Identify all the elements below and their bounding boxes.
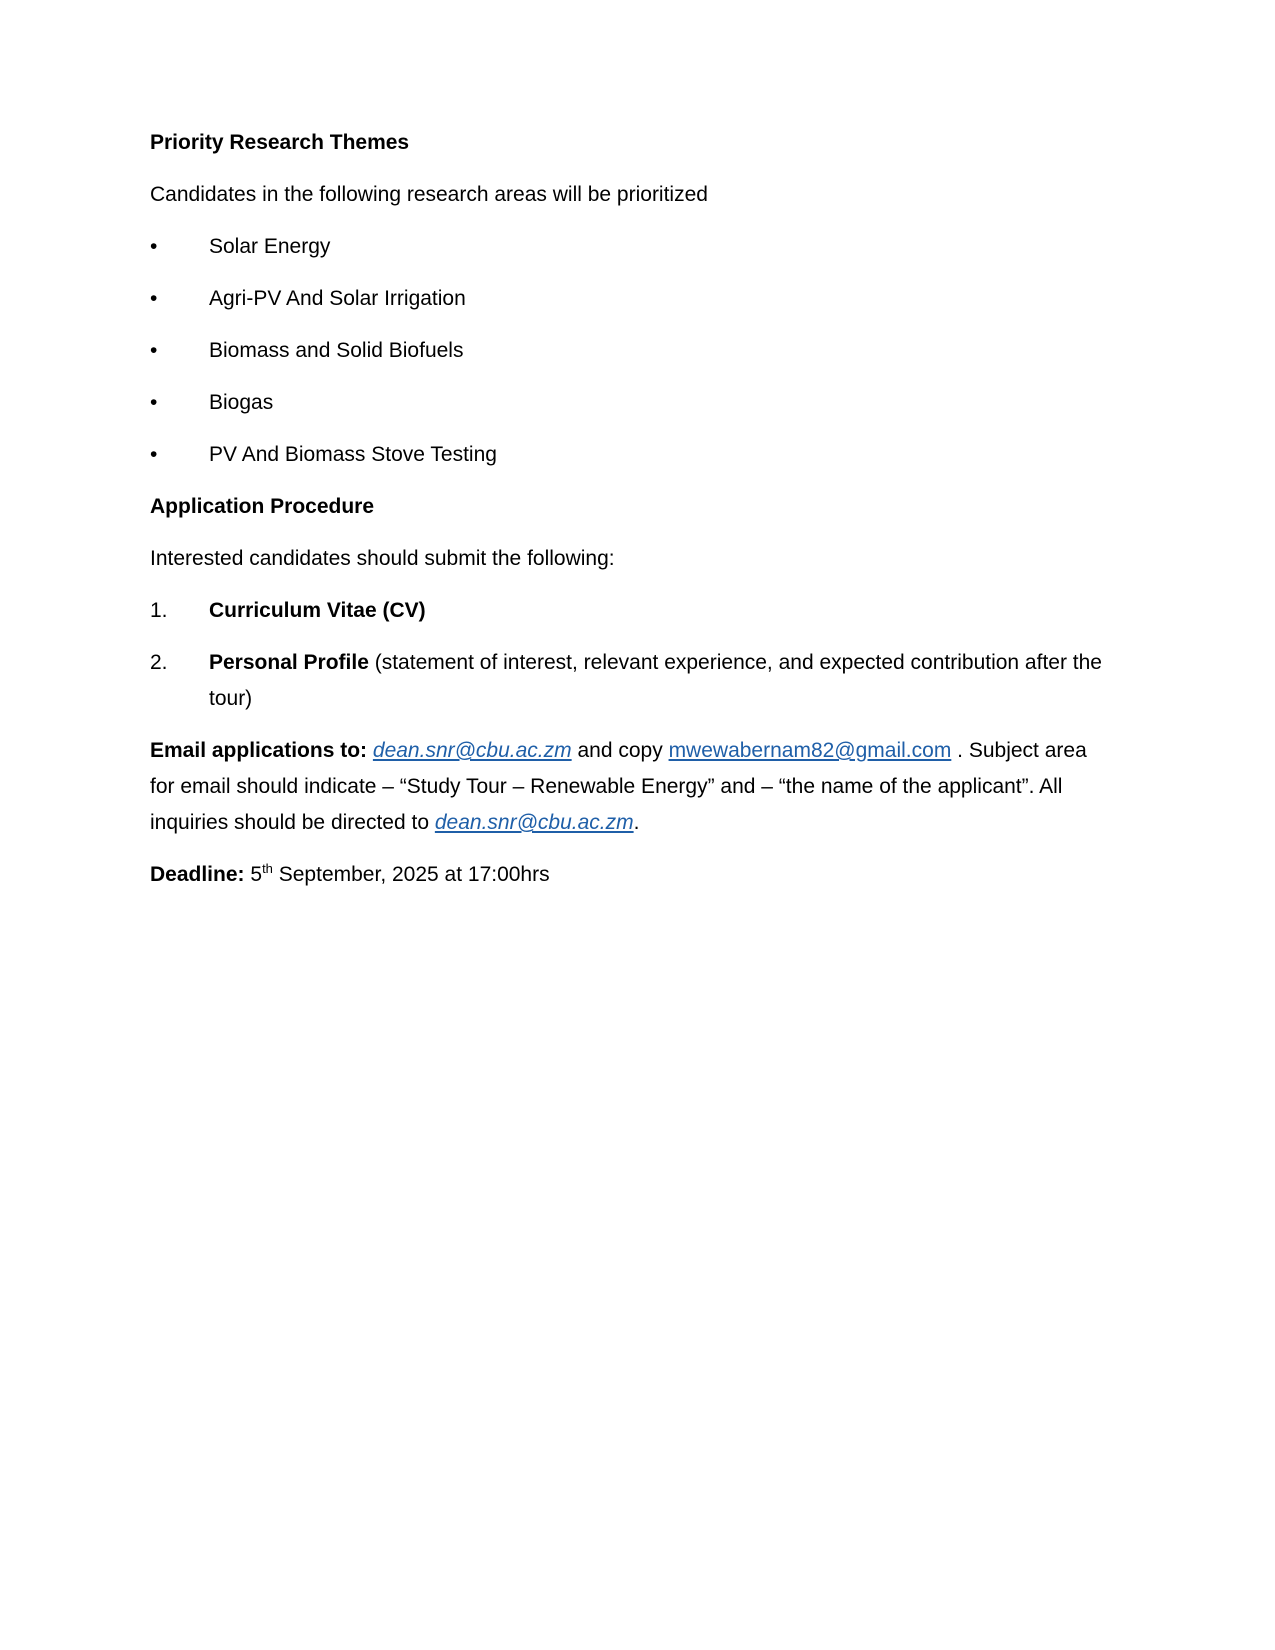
email-label: Email applications to: bbox=[150, 739, 368, 762]
theme-label: Solar Energy bbox=[209, 235, 331, 258]
list-item bbox=[150, 593, 1110, 629]
email-instructions bbox=[150, 733, 1110, 841]
priority-themes-intro: Candidates in the following research areas will be prioritized bbox=[150, 183, 708, 206]
primary-email-link[interactable]: dean.snr@cbu.ac.zm bbox=[372, 739, 572, 762]
list-item bbox=[150, 645, 1110, 717]
bullet-icon: • bbox=[150, 391, 158, 414]
copy-email-link[interactable]: mwewabernam82@gmail.com bbox=[668, 739, 952, 762]
list-item bbox=[150, 385, 1110, 421]
list-number: 1. bbox=[150, 599, 168, 622]
priority-themes-list bbox=[150, 229, 1110, 473]
bullet-icon: • bbox=[150, 339, 158, 362]
list-item bbox=[150, 333, 1110, 369]
bullet-icon: • bbox=[150, 443, 158, 466]
theme-label: Agri-PV And Solar Irrigation bbox=[209, 287, 466, 310]
theme-label: PV And Biomass Stove Testing bbox=[209, 443, 497, 466]
subject-instructions: . Subject area for email should indicate – “Study Tour – Renewable Energy” and – “the name of the applicant”. All inquiries should be directed to bbox=[150, 739, 1087, 834]
application-requirements-list bbox=[150, 593, 1110, 717]
deadline-label: Deadline: bbox=[150, 863, 245, 886]
inquiry-email-link[interactable]: dean.snr@cbu.ac.zm bbox=[434, 811, 634, 834]
theme-label: Biogas bbox=[209, 391, 274, 414]
deadline-day-suffix: th bbox=[262, 861, 273, 876]
list-item bbox=[150, 229, 1110, 265]
requirement-detail: (statement of interest, relevant experience, and expected contribution after the tour) bbox=[209, 651, 1102, 710]
deadline-day: 5 bbox=[250, 863, 263, 886]
requirement-title: Curriculum Vitae (CV) bbox=[209, 599, 426, 622]
list-item bbox=[150, 281, 1110, 317]
application-procedure-intro: Interested candidates should submit the following: bbox=[150, 547, 615, 570]
copy-text: and copy bbox=[577, 739, 663, 762]
application-procedure-heading: Application Procedure bbox=[150, 495, 375, 518]
priority-themes-heading: Priority Research Themes bbox=[150, 131, 410, 154]
theme-label: Biomass and Solid Biofuels bbox=[209, 339, 464, 362]
list-number: 2. bbox=[150, 651, 168, 674]
bullet-icon: • bbox=[150, 235, 158, 258]
bullet-icon: • bbox=[150, 287, 158, 310]
end-period: . bbox=[633, 811, 640, 834]
list-item bbox=[150, 437, 1110, 473]
deadline-line bbox=[150, 857, 1110, 893]
deadline-rest: September, 2025 at 17:00hrs bbox=[278, 863, 550, 886]
requirement-title: Personal Profile bbox=[209, 651, 369, 674]
document-body bbox=[150, 125, 1110, 909]
